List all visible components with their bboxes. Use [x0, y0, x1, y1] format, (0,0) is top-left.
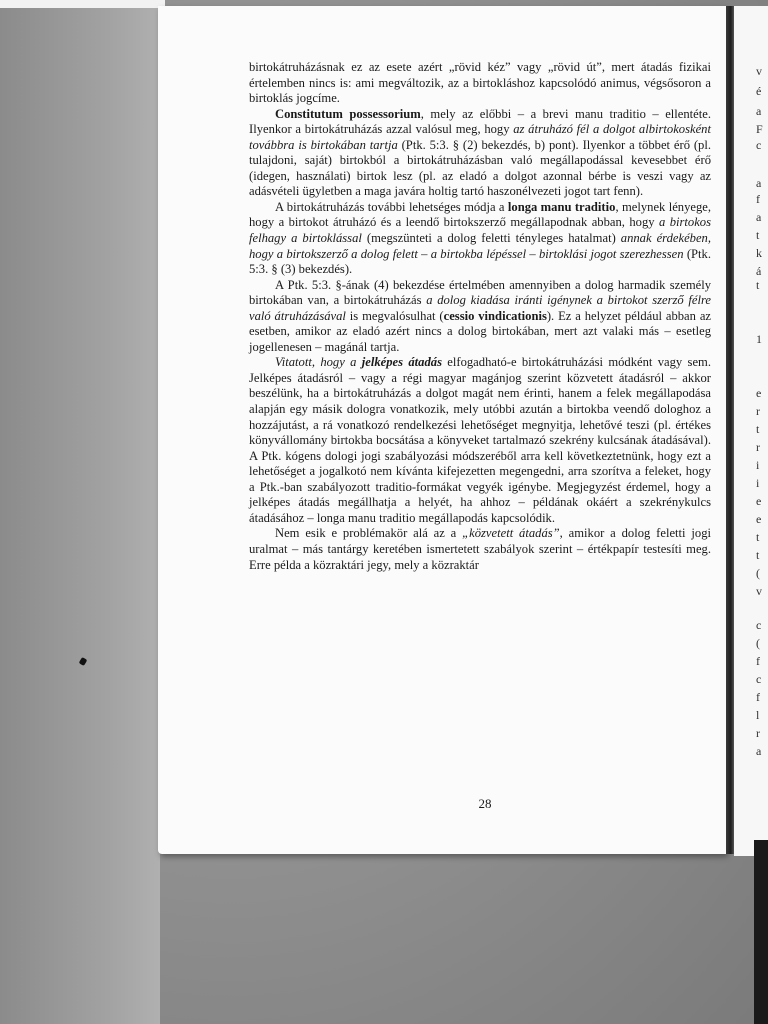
page-number: 28 [478, 796, 492, 811]
adjacent-page-fragment: t [756, 278, 760, 292]
paragraph [249, 526, 711, 573]
adjacent-page-fragment: r [756, 404, 760, 418]
text-run: (megszünteti a dolog feletti tényleges hatalmat) [361, 231, 621, 246]
text-run: Constitutum possessorium [275, 106, 421, 121]
adjacent-page-fragment: ( [756, 636, 760, 650]
adjacent-page-fragment: r [756, 440, 760, 454]
text-run: „közvetett átadás” [462, 526, 560, 541]
adjacent-page-fragment: t [756, 422, 760, 436]
paragraph [249, 355, 711, 526]
adjacent-page-fragment: i [756, 458, 760, 472]
scanner-bed-left [0, 0, 160, 1024]
text-run: birtokátruházásnak ez az esete azért „rövid kéz” vagy „rövid út”, mert átadás fizikai értelemben nincs is: ami megváltozik, az a birtokláshoz kapcsolódó animus, végsősoron a birtoklás jogcíme. [249, 60, 711, 106]
adjacent-page-edge [734, 6, 768, 856]
adjacent-page-fragment: e [756, 512, 762, 526]
text-run: Nem esik e problémakör alá az a [275, 526, 463, 541]
adjacent-page-fragment: 1 [756, 332, 762, 346]
adjacent-page-fragment: i [756, 476, 760, 490]
adjacent-page-fragment: F [756, 122, 763, 136]
scanner-bed-top-edge [0, 0, 165, 8]
adjacent-page-fragment: a [756, 210, 762, 224]
adjacent-page-fragment: t [756, 228, 760, 242]
body-text [249, 60, 711, 573]
adjacent-page-fragment: á [756, 264, 762, 278]
text-run: elfogadható-e birtokátruházási módként vagy sem. Jelképes átadásról – vagy a régi magyar magánjog szerint közvetett átadásról – akkor beszélünk, ha a birtokátruházás a dolgot magát nem érinti, hanem a felek megállapodása alapján egy másik dologra vonatkozik, mely utóbbi azután a birtokba veendő dologhoz a hozzájutást, a rá vonatkozó rendelkezési lehetőséget megnyitja, lehetővé teszi (pl. értékes könyvállomány birtokba bocsátása a könyveket tartalmazó szekrény kulcsának átadásával). A Ptk. kógens dologi jogi szabályozási módszeréből arra kell következtetnünk, hogy ezt a lehetőséget a jogalkotó nem kívánta kifejezetten megengedni, arra szorítva a feleket, hogy a Ptk.-ban szabályozott traditio-formákat vegyék igénybe. Megjegyzést érdemel, hogy a jelképes átadás megállhatja a helyét, ha ahhoz – példának okáért a szekrénykulcs átadásához – longa manu traditio megállapodás kapcsolódik. [249, 355, 711, 525]
scanner-dark-edge [754, 840, 768, 1024]
adjacent-page-fragment: c [756, 618, 762, 632]
text-run: A birtokátruházás további lehetséges módja a [275, 199, 508, 214]
text-run: (Ptk. 5:3. § (2) bekezdés, b) pont). Ilyenkor a többet érő (pl. tulajdoni, saját) birtokból a birtokátruházásban való megállapodással kevesebbet érő (idegen, használati) birtok lesz (pl. az eladó a dolgot azonnal bérbe is veszi vagy az adásvételi ügyletben a maga javára holtig tartó haszonélvezeti jogot tart fenn). [249, 137, 711, 199]
adjacent-page-fragment: l [756, 708, 760, 722]
text-run: a dolog kiadása iránti igénynek a birtokot szerző félre való átruházásával [249, 293, 711, 323]
paragraph [249, 278, 711, 356]
adjacent-page-fragment: a [756, 104, 762, 118]
text-run: jelképes átadás [361, 355, 442, 370]
text-run: az átruházó fél a dolgot albirtokosként továbbra is birtokában tartja [249, 122, 711, 152]
text-run: , melynek lényege, hogy a birtokot átruházó és a leendő birtokszerző megállapodnak abban, hogy [249, 199, 712, 230]
text-run: , mely az előbbi – a brevi manu traditio – ellentéte. Ilyenkor a birtokátruházás azzal valósul meg, hogy [249, 106, 712, 137]
book-gutter [726, 6, 734, 854]
adjacent-page-fragment: ( [756, 566, 760, 580]
adjacent-page-fragment: k [756, 246, 762, 260]
text-run: a birtokos felhagy a birtoklással [249, 215, 711, 246]
adjacent-page-fragment: e [756, 494, 762, 508]
adjacent-page-fragment: f [756, 654, 760, 668]
text-run: is megvalósulhat ( [345, 308, 444, 323]
adjacent-page-fragment: v [756, 584, 762, 598]
adjacent-page-fragment: r [756, 726, 760, 740]
text-run: Vitatott, hogy a [275, 355, 362, 370]
paragraph [249, 60, 711, 107]
adjacent-page-fragment: f [756, 192, 760, 206]
text-run: (Ptk. 5:3. § (3) bekezdés). [249, 246, 711, 277]
text-run: , amikor a dolog feletti jogi uralmat – más tantárgy keretében ismertetett szabályok szerint – értékpapír testesíti meg. Erre példa a közraktári jegy, mely a közraktár [249, 526, 711, 572]
adjacent-page-fragment: e [756, 386, 762, 400]
text-run: cessio vindicationis [443, 308, 547, 323]
text-run: longa manu traditio [507, 199, 616, 214]
adjacent-page-fragment: é [756, 84, 762, 98]
adjacent-page-fragment: t [756, 548, 760, 562]
adjacent-page-fragment: a [756, 176, 762, 190]
adjacent-page-fragment: t [756, 530, 760, 544]
paragraph [249, 200, 711, 278]
adjacent-page-fragment: a [756, 744, 762, 758]
adjacent-page-fragment: c [756, 138, 762, 152]
adjacent-page-fragment: f [756, 690, 760, 704]
text-run: annak érdekében, hogy a birtokszerző a dolog felett – a birtokba lépéssel – birtoklási jogot szerezhessen [249, 231, 711, 261]
adjacent-page-fragment: v [756, 64, 762, 78]
paragraph [249, 107, 711, 200]
text-run: ). Ez a helyzet például abban az esetben, amikor az eladó azért nincs a dolog birtokában, mert azt valaki más – esetleg jogellenesen – magánál tartja. [249, 308, 711, 354]
adjacent-page-fragment: c [756, 672, 762, 686]
text-run: A Ptk. 5:3. §-ának (4) bekezdése értelmében amennyiben a dolog harmadik személy birtokában van, a birtokátruházás [249, 277, 711, 308]
